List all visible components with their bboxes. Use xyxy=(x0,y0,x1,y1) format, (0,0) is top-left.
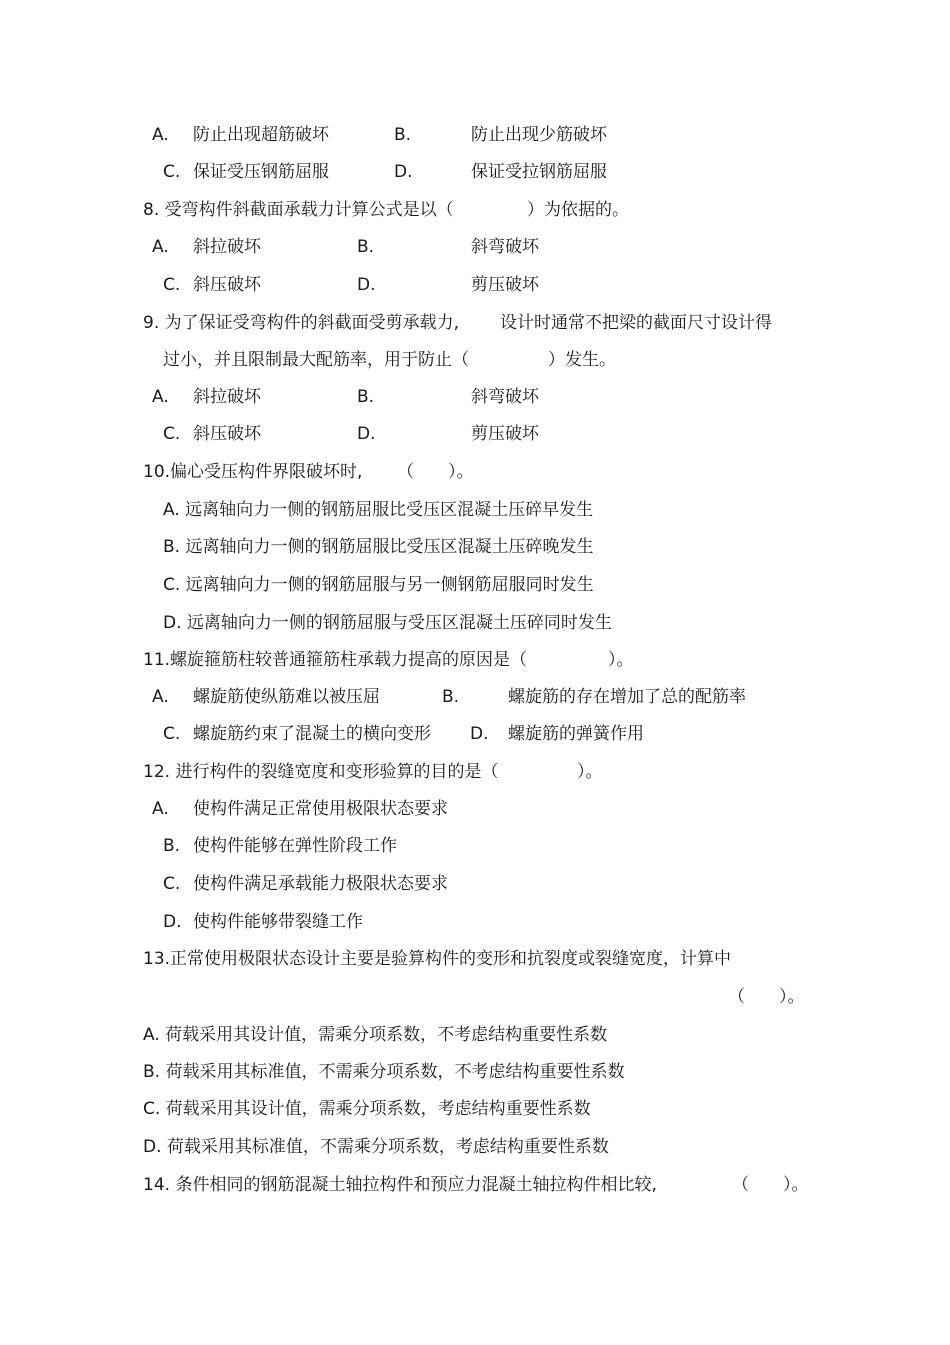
option-c-label: C. xyxy=(163,162,181,182)
option-d-label: D. xyxy=(357,424,376,444)
option-d-label: D. xyxy=(163,912,182,932)
question-stem-line2: 过小，并且限制最大配筋率，用于防止（ xyxy=(163,350,469,370)
answer-blank: （ ）。 xyxy=(397,462,474,482)
option-c-label: C. xyxy=(163,874,181,894)
question-stem: 14. 条件相同的钢筋混凝土轴拉构件和预应力混凝土轴拉构件相比较, xyxy=(143,1175,657,1195)
question-stem-end: ）。 xyxy=(577,762,603,782)
option-c-label: C. xyxy=(163,275,181,295)
question-stem-end: ）发生。 xyxy=(548,350,616,370)
option-d-label: D. xyxy=(470,724,489,744)
option-b: B. 远离轴向力一侧的钢筋屈服比受压区混凝土压碎晚发生 xyxy=(163,537,594,557)
question-stem: 11.螺旋箍筋柱较普通箍筋柱承载力提高的原因是（ xyxy=(143,650,528,670)
option-b-text: 使构件能够在弹性阶段工作 xyxy=(193,836,397,856)
option-a-text: 使构件满足正常使用极限状态要求 xyxy=(193,799,448,819)
option-c-text: 保证受压钢筋屈服 xyxy=(193,162,329,182)
option-a-text: 斜拉破坏 xyxy=(193,237,261,257)
option-b: B. 荷载采用其标准值，不需乘分项系数，不考虑结构重要性系数 xyxy=(143,1062,625,1082)
question-stem-end: ）。 xyxy=(608,650,634,670)
answer-blank: （ ）。 xyxy=(732,1175,809,1195)
option-a: A. 荷载采用其设计值，需乘分项系数，不考虑结构重要性系数 xyxy=(143,1025,608,1045)
option-c-label: C. xyxy=(163,424,181,444)
option-d-label: D. xyxy=(357,275,376,295)
option-a-label: A. xyxy=(152,799,169,819)
option-a: A. 远离轴向力一侧的钢筋屈服比受压区混凝土压碎早发生 xyxy=(163,500,594,520)
option-d-label: D. xyxy=(394,162,413,182)
option-d-text: 使构件能够带裂缝工作 xyxy=(193,912,363,932)
question-stem: 10.偏心受压构件界限破坏时, xyxy=(143,462,363,482)
option-c-label: C. xyxy=(163,724,181,744)
option-b-label: B. xyxy=(357,237,375,257)
option-a-label: A. xyxy=(152,237,169,257)
option-b-label: B. xyxy=(163,836,181,856)
option-a-label: A. xyxy=(152,387,169,407)
option-c-text: 螺旋筋约束了混凝土的横向变形 xyxy=(193,724,431,744)
option-c-text: 斜压破坏 xyxy=(193,275,261,295)
option-c-text: 使构件满足承载能力极限状态要求 xyxy=(193,874,448,894)
option-b-label: B. xyxy=(357,387,375,407)
option-c: C. 荷载采用其设计值，需乘分项系数，考虑结构重要性系数 xyxy=(143,1099,591,1119)
option-a-label: A. xyxy=(152,687,169,707)
option-b-text: 防止出现少筋破坏 xyxy=(471,125,607,145)
option-a-text: 斜拉破坏 xyxy=(193,387,261,407)
option-d-text: 剪压破坏 xyxy=(471,424,539,444)
option-d: D. 远离轴向力一侧的钢筋屈服与受压区混凝土压碎同时发生 xyxy=(163,613,612,633)
option-c: C. 远离轴向力一侧的钢筋屈服与另一侧钢筋屈服同时发生 xyxy=(163,575,594,595)
question-stem: 13.正常使用极限状态设计主要是验算构件的变形和抗裂度或裂缝宽度，计算中 xyxy=(143,949,732,969)
option-b-text: 斜弯破坏 xyxy=(471,387,539,407)
option-d-text: 剪压破坏 xyxy=(471,275,539,295)
option-b-label: B. xyxy=(394,125,412,145)
answer-blank: （ ）。 xyxy=(728,987,805,1007)
option-a-text: 防止出现超筋破坏 xyxy=(193,125,329,145)
option-d-text: 螺旋筋的弹簧作用 xyxy=(508,724,644,744)
option-a-text: 螺旋筋使纵筋难以被压屈 xyxy=(193,687,380,707)
question-stem: 9. 为了保证受弯构件的斜截面受剪承载力, xyxy=(143,313,460,333)
question-stem: 12. 进行构件的裂缝宽度和变形验算的目的是（ xyxy=(143,762,499,782)
question-stem-end: ）为依据的。 xyxy=(527,200,629,220)
option-a-label: A. xyxy=(152,125,169,145)
option-b-text: 斜弯破坏 xyxy=(471,237,539,257)
option-d: D. 荷载采用其标准值，不需乘分项系数，考虑结构重要性系数 xyxy=(143,1137,609,1157)
option-b-label: B. xyxy=(442,687,460,707)
option-b-text: 螺旋筋的存在增加了总的配筋率 xyxy=(508,687,746,707)
option-c-text: 斜压破坏 xyxy=(193,424,261,444)
option-d-text: 保证受拉钢筋屈服 xyxy=(471,162,607,182)
question-stem: 8. 受弯构件斜截面承载力计算公式是以（ xyxy=(143,200,454,220)
question-stem-cont: 设计时通常不把梁的截面尺寸设计得 xyxy=(500,313,772,333)
